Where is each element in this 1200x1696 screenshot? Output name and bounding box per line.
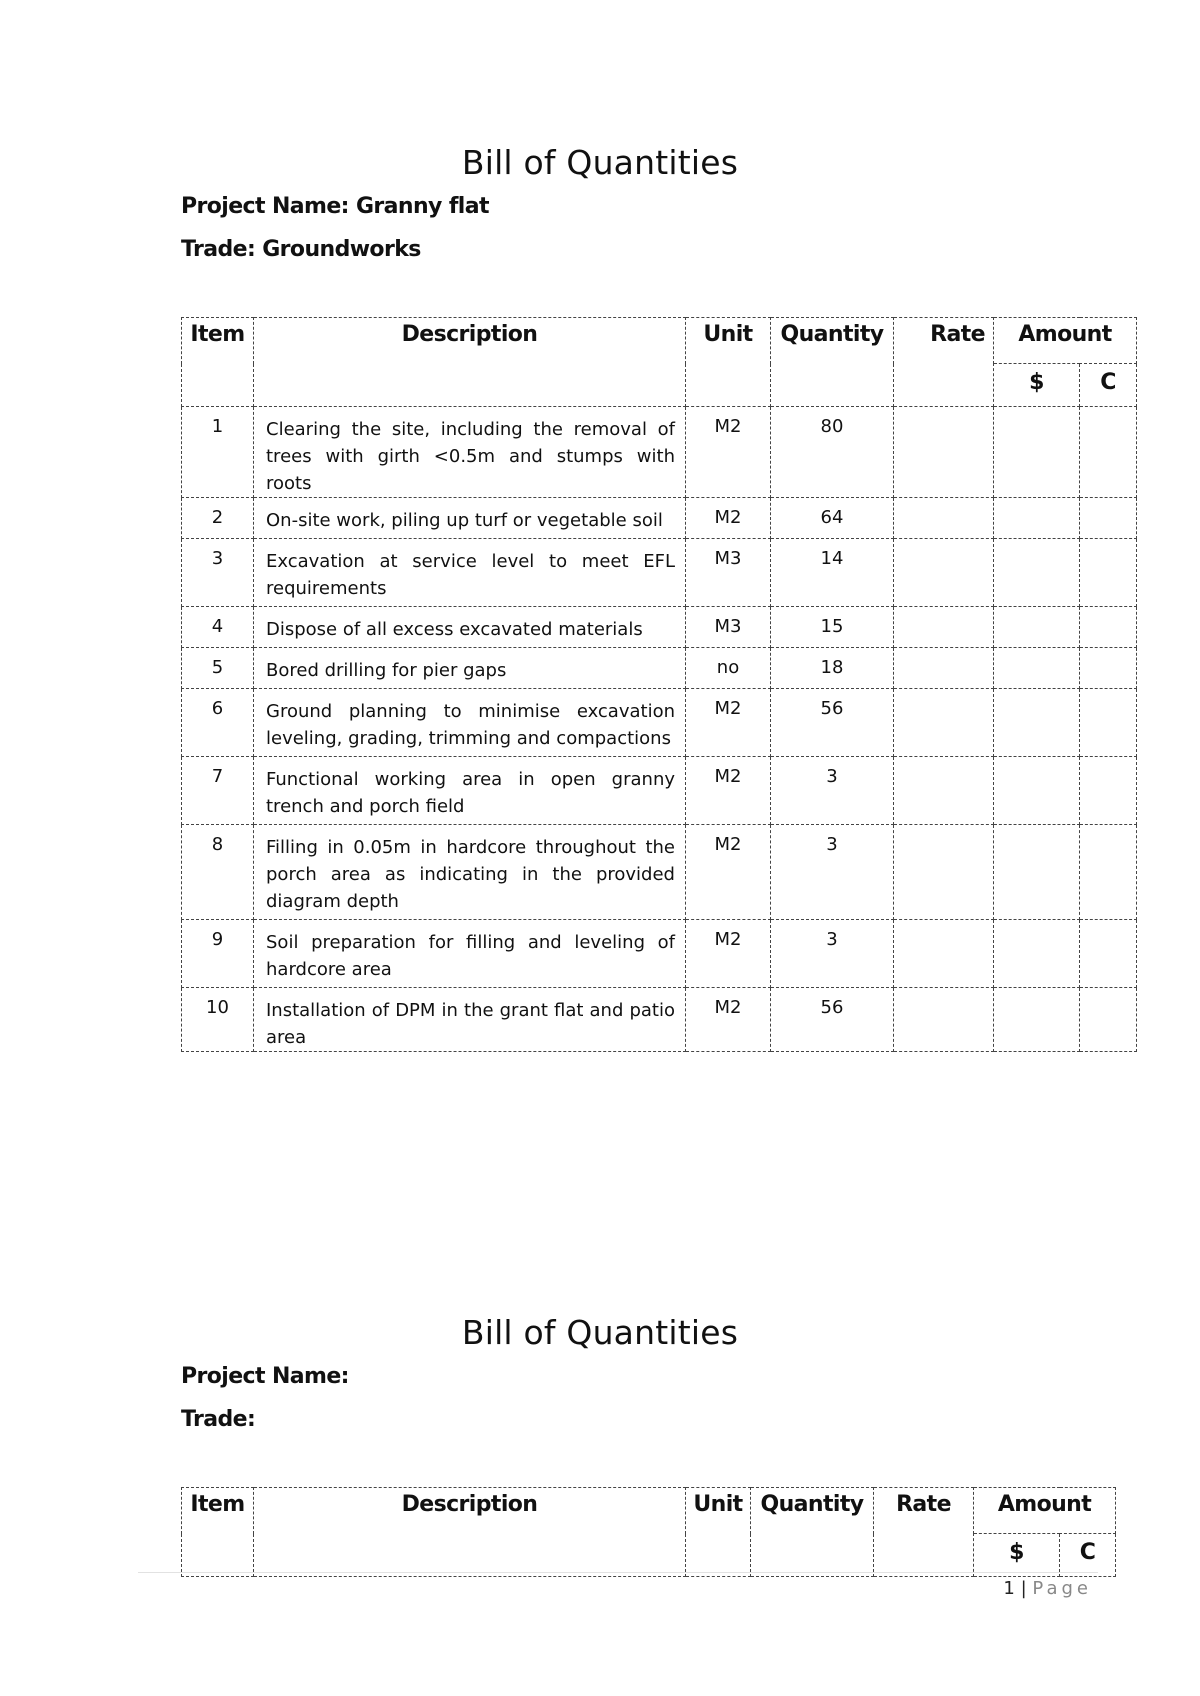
- row-amount-dollars: [994, 689, 1080, 757]
- second-project-name-label: Project Name:: [181, 1364, 349, 1389]
- second-boq-table: [181, 1487, 1116, 1577]
- row-item-number: 6: [182, 689, 254, 757]
- header-cents: C: [1060, 1534, 1116, 1577]
- table-row: [182, 988, 1137, 1052]
- row-quantity: 15: [771, 607, 894, 648]
- header-item: Item: [182, 1488, 254, 1577]
- row-rate: [894, 689, 994, 757]
- row-unit: M2: [686, 689, 771, 757]
- row-quantity: 3: [771, 757, 894, 825]
- row-quantity: 14: [771, 539, 894, 607]
- row-rate: [894, 757, 994, 825]
- row-rate: [894, 407, 994, 498]
- row-item-number: 1: [182, 407, 254, 498]
- row-rate: [894, 607, 994, 648]
- footer-separator: |: [1020, 1578, 1027, 1599]
- table-row: [182, 498, 1137, 539]
- table-row: [182, 539, 1137, 607]
- row-description: Soil preparation for filling and leveling of hardcore area: [254, 920, 686, 988]
- row-amount-dollars: [994, 757, 1080, 825]
- row-unit: no: [686, 648, 771, 689]
- row-amount-cents: [1080, 988, 1137, 1052]
- table-row: [182, 607, 1137, 648]
- project-name-line: [181, 194, 489, 219]
- row-amount-dollars: [994, 988, 1080, 1052]
- table-body: [182, 407, 1137, 1052]
- row-description: Filling in 0.05m in hardcore throughout the porch area as indicating in the provided diagram depth: [254, 825, 686, 920]
- table-header-row: [182, 318, 1137, 364]
- row-amount-dollars: [994, 648, 1080, 689]
- boq-table: [181, 317, 1137, 1052]
- page-title: Bill of Quantities: [461, 143, 739, 182]
- row-rate: [894, 825, 994, 920]
- row-amount-cents: [1080, 689, 1137, 757]
- row-description: Functional working area in open granny trench and porch field: [254, 757, 686, 825]
- row-unit: M2: [686, 407, 771, 498]
- row-quantity: 18: [771, 648, 894, 689]
- row-amount-cents: [1080, 648, 1137, 689]
- row-item-number: 5: [182, 648, 254, 689]
- row-amount-cents: [1080, 539, 1137, 607]
- row-amount-dollars: [994, 920, 1080, 988]
- row-description: Bored drilling for pier gaps: [254, 648, 686, 689]
- page-footer: [1003, 1578, 1092, 1599]
- row-unit: M3: [686, 539, 771, 607]
- row-description: Clearing the site, including the removal of trees with girth <0.5m and stumps with roots: [254, 407, 686, 498]
- row-amount-dollars: [994, 539, 1080, 607]
- table-row: [182, 648, 1137, 689]
- row-item-number: 10: [182, 988, 254, 1052]
- row-quantity: 64: [771, 498, 894, 539]
- header-rate: Rate: [894, 318, 994, 407]
- row-item-number: 8: [182, 825, 254, 920]
- row-amount-cents: [1080, 757, 1137, 825]
- second-table-header-row: [182, 1488, 1116, 1534]
- trade-value: Groundworks: [262, 237, 421, 262]
- row-description: Excavation at service level to meet EFL requirements: [254, 539, 686, 607]
- trade-line: [181, 237, 421, 262]
- row-rate: [894, 498, 994, 539]
- row-rate: [894, 920, 994, 988]
- row-description: On-site work, piling up turf or vegetable soil: [254, 498, 686, 539]
- table-row: [182, 757, 1137, 825]
- trade-label: Trade:: [181, 237, 256, 262]
- row-description: Installation of DPM in the grant flat and patio area: [254, 988, 686, 1052]
- header-unit: Unit: [686, 318, 771, 407]
- row-quantity: 3: [771, 920, 894, 988]
- row-quantity: 3: [771, 825, 894, 920]
- row-item-number: 9: [182, 920, 254, 988]
- header-item: Item: [182, 318, 254, 407]
- row-amount-dollars: [994, 607, 1080, 648]
- row-item-number: 4: [182, 607, 254, 648]
- table-row: [182, 407, 1137, 498]
- header-rate: Rate: [874, 1488, 974, 1577]
- header-dollars: $: [994, 364, 1080, 407]
- row-description: Ground planning to minimise excavation leveling, grading, trimming and compactions: [254, 689, 686, 757]
- header-dollars: $: [974, 1534, 1060, 1577]
- row-rate: [894, 539, 994, 607]
- row-amount-cents: [1080, 498, 1137, 539]
- project-name-value: Granny flat: [355, 194, 489, 219]
- second-trade-label: Trade:: [181, 1407, 256, 1432]
- row-amount-dollars: [994, 498, 1080, 539]
- row-description: Dispose of all excess excavated materials: [254, 607, 686, 648]
- row-unit: M3: [686, 607, 771, 648]
- page-number: 1: [1003, 1578, 1015, 1599]
- row-quantity: 56: [771, 689, 894, 757]
- header-quantity: Quantity: [771, 318, 894, 407]
- header-amount: Amount: [974, 1488, 1116, 1534]
- row-amount-dollars: [994, 825, 1080, 920]
- table-row: [182, 920, 1137, 988]
- table-row: [182, 825, 1137, 920]
- project-name-label: Project Name:: [181, 194, 349, 219]
- row-rate: [894, 648, 994, 689]
- row-rate: [894, 988, 994, 1052]
- second-page-title: Bill of Quantities: [461, 1313, 739, 1352]
- header-description: Description: [254, 318, 686, 407]
- row-amount-cents: [1080, 407, 1137, 498]
- row-unit: M2: [686, 498, 771, 539]
- row-unit: M2: [686, 988, 771, 1052]
- row-item-number: 3: [182, 539, 254, 607]
- row-quantity: 56: [771, 988, 894, 1052]
- row-amount-dollars: [994, 407, 1080, 498]
- row-unit: M2: [686, 825, 771, 920]
- header-unit: Unit: [686, 1488, 751, 1577]
- row-amount-cents: [1080, 825, 1137, 920]
- page-label: Page: [1032, 1578, 1092, 1599]
- header-description: Description: [254, 1488, 686, 1577]
- header-amount: Amount: [994, 318, 1137, 364]
- header-quantity: Quantity: [751, 1488, 874, 1577]
- row-quantity: 80: [771, 407, 894, 498]
- row-amount-cents: [1080, 920, 1137, 988]
- table-row: [182, 689, 1137, 757]
- footer-divider: [138, 1572, 1098, 1573]
- row-unit: M2: [686, 757, 771, 825]
- row-item-number: 7: [182, 757, 254, 825]
- row-unit: M2: [686, 920, 771, 988]
- row-amount-cents: [1080, 607, 1137, 648]
- row-item-number: 2: [182, 498, 254, 539]
- header-cents: C: [1080, 364, 1137, 407]
